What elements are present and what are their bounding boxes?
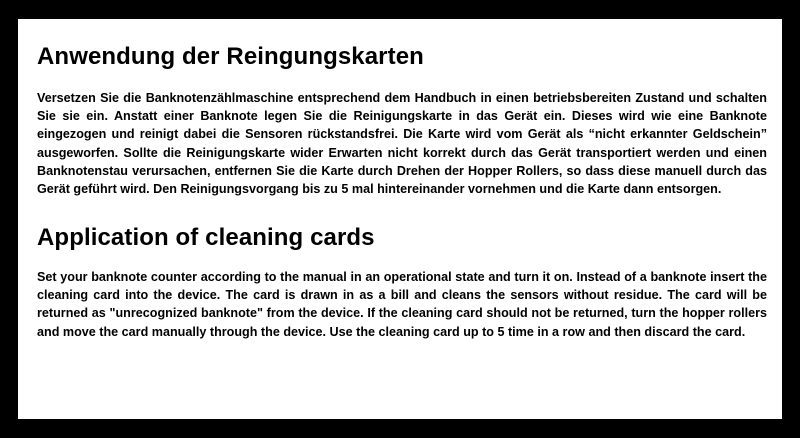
english-section <box>37 224 767 341</box>
german-body-text: Versetzen Sie die Banknotenzählmaschine entsprechend dem Handbuch in einen betriebsbereiten Zustand und schalten Sie sie ein. Anstatt einer Banknote legen Sie die Reinigungskarte in das Gerät ein. Dieses wird wie eine Banknote eingezogen und reinigt dabei die Sensoren rückstandsfrei. Die Karte wird vom Gerät als “nicht erkannter Geldschein” ausgeworfen. Sollte die Reinigungskarte wider Erwarten nicht korrekt durch das Gerät transportiert werden und einen Banknotenstau verursachen, entfernen Sie die Karte durch Drehen der Hopper Rollers, so dass diese manuell durch das Gerät geführt wird. Den Reinigungsvorgang bis zu 5 mal hintereinander vornehmen und die Karte dann entsorgen. <box>37 91 767 197</box>
german-heading: Anwendung der Reingungskarten <box>37 43 424 70</box>
english-heading: Application of cleaning cards <box>37 224 375 251</box>
german-section <box>37 43 767 198</box>
english-body-text: Set your banknote counter according to the manual in an operational state and turn it on. Instead of a banknote insert the cleaning card into the device. The card is drawn in as a bill and cleans the sensors without residue. The card will be returned as "unrecognized banknote" from the device. If the cleaning card should not be returned, turn the hopper rollers and move the card manually through the device. Use the cleaning card up to 5 time in a row and then discard the card. <box>37 270 767 339</box>
instruction-card <box>18 19 782 419</box>
